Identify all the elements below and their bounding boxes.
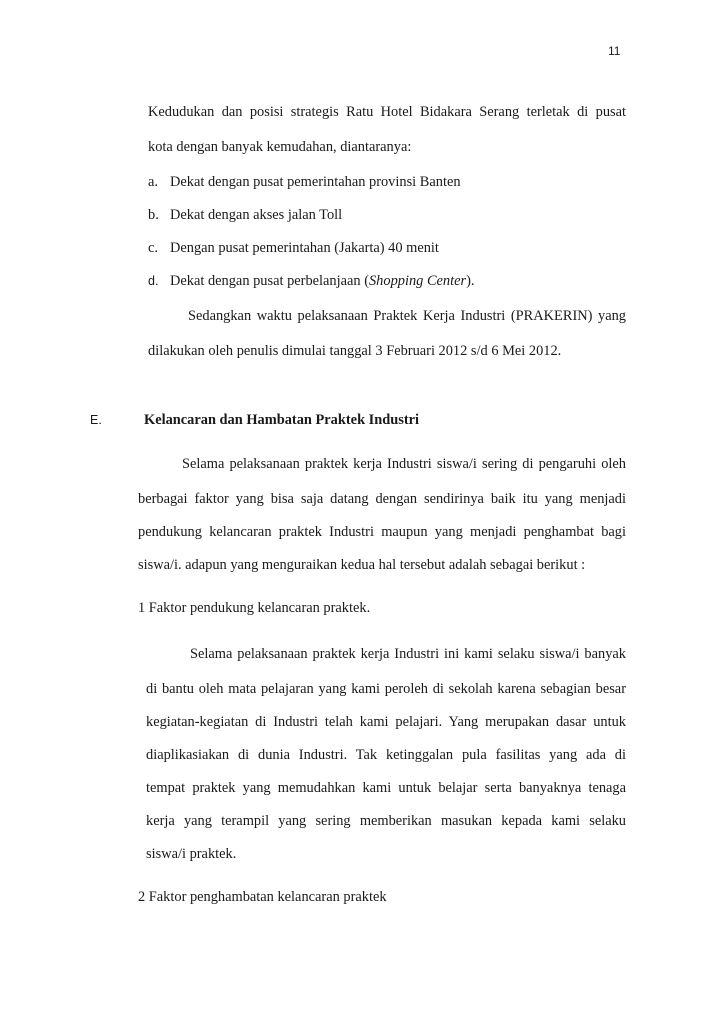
section-e-para-line: berbagai faktor yang bisa saja datang dengan sendirinya baik itu yang menjadi xyxy=(138,491,626,507)
section-e-para-line: siswa/i. adapun yang menguraikan kedua hal tersebut adalah sebagai berikut : xyxy=(138,557,586,573)
list-item xyxy=(148,174,461,191)
faktor1-para-line: siswa/i praktek. xyxy=(146,846,237,862)
section-e-para-line: pendukung kelancaran praktek Industri maupun yang menjadi penghambat bagi xyxy=(138,524,626,540)
list-item xyxy=(148,273,475,290)
faktor2-heading: 2 Faktor penghambatan kelancaran praktek xyxy=(138,889,387,905)
list-marker: d. xyxy=(148,274,159,288)
list-item xyxy=(148,207,342,224)
faktor1-para-line: tempat praktek yang memudahkan kami untuk belajar serta banyaknya tenaga xyxy=(146,780,626,796)
list-item-text: Dekat dengan akses jalan Toll xyxy=(170,207,343,223)
list-marker: b. xyxy=(148,207,159,223)
intro-line-1: Kedudukan dan posisi strategis Ratu Hotel Bidakara Serang terletak di pusat xyxy=(148,104,626,120)
list-marker: a. xyxy=(148,174,158,190)
faktor1-para-line: kegiatan-kegiatan di Industri telah kami pelajari. Yang merupakan dasar untuk xyxy=(146,714,626,730)
list-item xyxy=(148,240,439,257)
list-item-text: Dekat dengan pusat perbelanjaan ( xyxy=(170,273,369,289)
waktu-line-2: dilakukan oleh penulis dimulai tanggal 3 Februari 2012 s/d 6 Mei 2012. xyxy=(148,343,562,359)
list-item-text: Dengan pusat pemerintahan (Jakarta) 40 menit xyxy=(170,240,439,256)
list-item-text: Dekat dengan pusat pemerintahan provinsi Banten xyxy=(170,174,461,190)
faktor1-para-line: kerja yang terampil yang sering memberikan masukan kepada kami selaku xyxy=(146,813,626,829)
intro-line-2: kota dengan banyak kemudahan, diantaranya: xyxy=(148,139,412,155)
list-marker: c. xyxy=(148,240,158,256)
faktor1-para-line: Selama pelaksanaan praktek kerja Industri ini kami selaku siswa/i banyak xyxy=(190,646,626,662)
faktor1-para-line: di bantu oleh mata pelajaran yang kami peroleh di sekolah karena sebagian besar xyxy=(146,681,626,697)
faktor1-heading: 1 Faktor pendukung kelancaran praktek. xyxy=(138,600,371,616)
waktu-line-1: Sedangkan waktu pelaksanaan Praktek Kerja Industri (PRAKERIN) yang xyxy=(188,308,626,324)
section-e-title: Kelancaran dan Hambatan Praktek Industri xyxy=(144,412,420,428)
list-item-italic: Shopping Center xyxy=(368,273,467,289)
page-number: 11 xyxy=(608,44,621,58)
faktor1-para-line: diaplikasiakan di dunia Industri. Tak ketinggalan pula fasilitas yang ada di xyxy=(146,747,626,763)
section-e-para-line: Selama pelaksanaan praktek kerja Industri siswa/i sering di pengaruhi oleh xyxy=(182,456,626,472)
list-item-text-end: ). xyxy=(466,273,475,289)
section-e-marker: E. xyxy=(90,413,102,427)
